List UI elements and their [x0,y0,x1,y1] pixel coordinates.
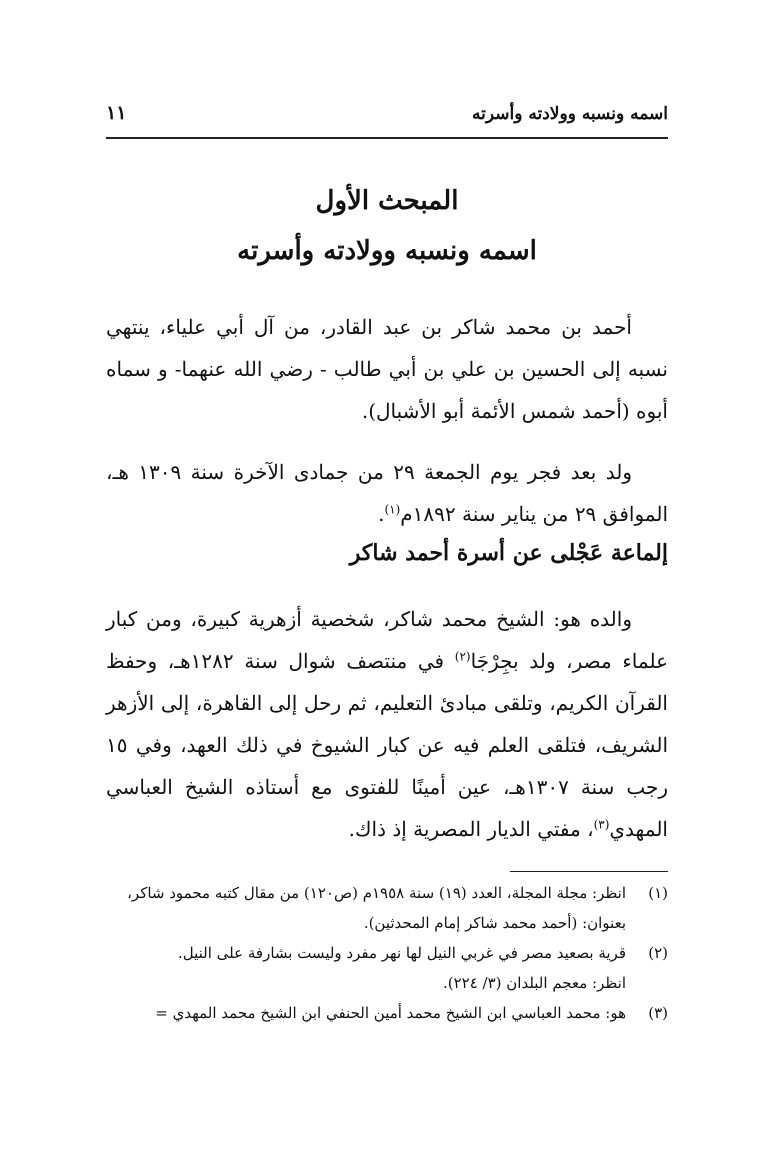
footnote-text: انظر: معجم البلدان (٣/ ٢٢٤). [442,974,626,992]
paragraph-text-end: ، مفتي الديار المصرية إذ ذاك. [348,817,594,841]
header-rule [106,137,668,139]
running-title: اسمه ونسبه وولادته وأسرته [472,104,668,124]
paragraph-text: ولد بعد فجر يوم الجمعة ٢٩ من جمادى الآخرة سنة ١٣٠٩ هـ، الموافق ٢٩ من يناير سنة ١٨٩٢م [106,460,668,526]
footnote-ref-2[interactable]: (٢) [454,649,471,664]
footnote-item [106,938,668,968]
footnote-item [106,878,668,938]
paragraph-text: والده هو: الشيخ محمد شاكر، شخصية أزهرية كبيرة، ومن كبار علماء مصر، ولد بجِرْجَا [106,607,669,673]
footnote-number: (٢) [648,944,668,962]
footnote-item [106,998,668,1028]
paragraph-text-cont: في منتصف شوال سنة ١٢٨٢هـ، وحفظ القرآن الكريم، وتلقى مبادئ التعليم، ثم رحل إلى القاهرة، إلى الأزهر الشريف، فتلقى العلم فيه عن كبار الشيوخ في ذلك العهد، وفي ١٥ رجب سنة ١٣٠٧هـ، عين أمينًا للفتوى مع أستاذه الشيخ العباسي المهدي [106,649,668,841]
paragraph-name-lineage [106,306,668,432]
footnote-item [106,968,668,998]
subheading-family: إلماعة عَجْلى عن أسرة أحمد شاكر [349,540,668,566]
paragraph-text: أحمد بن محمد شاكر بن عبد القادر، من آل أبي علياء، ينتهي نسبه إلى الحسين بن علي بن أبي طالب - رضي الله عنهما- و سماه أبوه (أحمد شمس الأئمة أبو الأشبال). [106,315,668,423]
footnote-separator [510,871,668,872]
footnote-text: انظر: مجلة المجلة، العدد (١٩) سنة ١٩٥٨م (ص١٢٠) من مقال كتبه محمود شاكر، بعنوان: (أحمد محمد شاكر إمام المحدثين). [127,884,626,932]
paragraph-birth [106,451,668,535]
footnote-number: (١) [648,884,668,902]
footnote-text: قرية بصعيد مصر في غربي النيل لها نهر مفرد وليست بشارفة على النيل. [177,944,626,962]
footnote-ref-3[interactable]: (٣) [593,817,610,832]
footnote-number: (٣) [648,1004,668,1022]
footnote-text: هو: محمد العباسي ابن الشيخ محمد أمين الحنفي ابن الشيخ محمد المهدي = [155,1004,626,1022]
paragraph-father [106,598,668,850]
page-number: ١١ [106,102,127,124]
footnotes [106,878,668,1028]
running-head [106,100,668,134]
footnote-ref-1[interactable]: (١) [384,502,401,517]
paragraph-text-end: . [378,502,385,526]
section-title: اسمه ونسبه وولادته وأسرته [237,236,537,266]
section-label: المبحث الأول [315,186,459,216]
